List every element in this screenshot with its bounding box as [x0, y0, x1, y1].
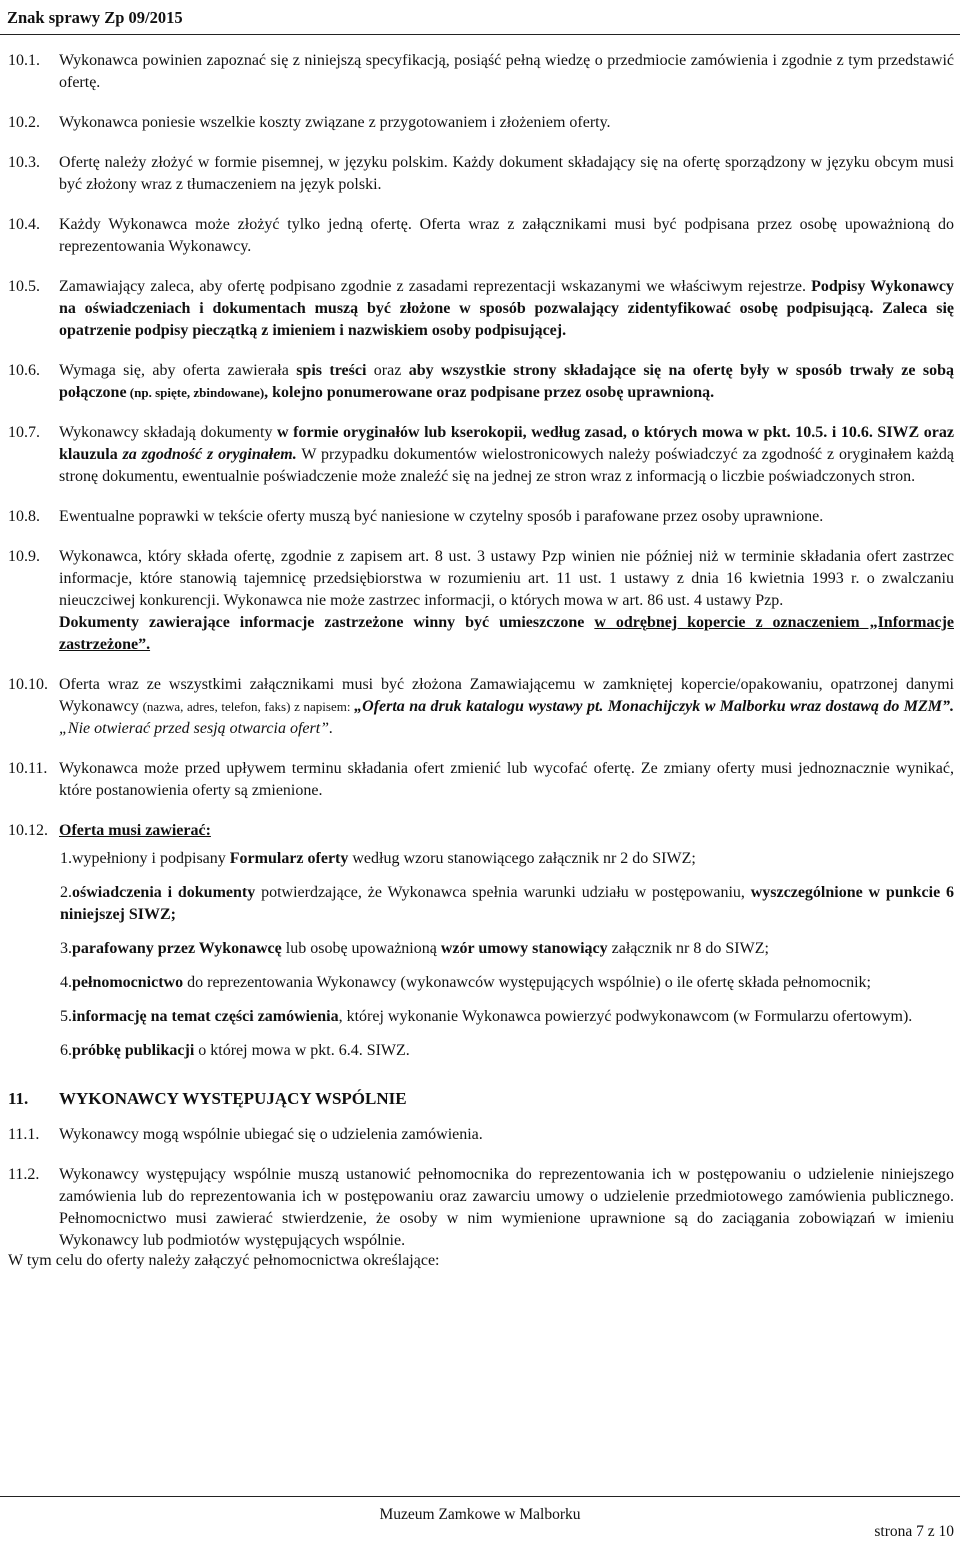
clause-text-bold: spis treści — [296, 362, 367, 379]
offer-contents-list — [8, 848, 954, 1062]
list-text-bold: informację na temat części zamówienia — [72, 1008, 339, 1025]
footer-rule — [0, 1496, 960, 1497]
clause-11-1 — [8, 1124, 954, 1146]
clause-text-part: oraz — [366, 362, 409, 379]
list-number: 2. — [60, 884, 72, 901]
clause-text — [59, 422, 954, 488]
list-item — [60, 848, 954, 870]
list-text-bold: parafowany przez Wykonawcę — [72, 940, 282, 957]
clause-11-2 — [8, 1164, 954, 1252]
clause-10-6 — [8, 360, 954, 404]
section-number: 11. — [8, 1089, 29, 1108]
clause-10-9 — [8, 546, 954, 656]
list-item — [60, 1040, 954, 1062]
list-item — [60, 1006, 954, 1028]
list-text-bold: oświadczenia i dokumenty — [72, 884, 256, 901]
list-item — [60, 938, 954, 960]
list-text-part: lub osobę upoważnioną — [281, 940, 441, 957]
clause-number: 10.7. — [8, 424, 40, 441]
clause-10-1 — [8, 50, 954, 94]
clause-number: 11.1. — [8, 1126, 40, 1143]
clause-number: 10.6. — [8, 362, 40, 379]
clause-text-bold: w formie oryginałów lub kserokopii, według zasad, o których mowa w pkt. 10.5. i 10.6. SIWZ oraz klauzula — [59, 424, 955, 463]
clause-text-bold: , kolejno ponumerowane oraz podpisane przez osobę uprawnioną. — [264, 384, 715, 401]
clause-text-bold: aby wszystkie strony składające się na ofertę były w sposób trwały ze sobą połączone — [59, 362, 954, 401]
clause-text: Każdy Wykonawca może złożyć tylko jedną ofertę. Oferta wraz z załącznikami musi być podpisana przez osobę upoważnioną do reprezentowania Wykonawcy. — [59, 216, 954, 255]
clause-number: 10.3. — [8, 154, 40, 171]
list-text-bold: wyszczególnione w punkcie 6 niniejszej SIWZ; — [60, 884, 954, 923]
clause-text: Wykonawca powinien zapoznać się z niniejszą specyfikacją, posiąść pełną wiedzę o przedmiocie zamówienia i zgodnie z tym przedstawić ofertę. — [59, 52, 954, 91]
list-text-part: potwierdzające, że Wykonawca spełnia warunki udziału w postępowaniu, — [255, 884, 751, 901]
list-text-bold: pełnomocnictwo — [72, 974, 184, 991]
clause-text — [59, 276, 954, 342]
list-number: 1. — [60, 850, 72, 867]
closing-line: W tym celu do oferty należy załączyć pełnomocnictwa określające: — [8, 1252, 440, 1269]
clause-text-part: Wykonawca, który składa ofertę, zgodnie z zapisem art. 8 ust. 3 ustawy Pzp winien nie później niż w terminie składania ofert zastrzec informacje, które stanowią tajemnicę przedsiębiorstwa w rozumieniu art. 11 ust. 1 ustawy z dnia 16 kwietnia 1993 r. o zwalczaniu nieuczciwej konkurencji. Wykonawca nie może zastrzec informacji, o których mowa w art. 86 ust. 4 ustawy Pzp. — [59, 548, 954, 609]
document-body — [8, 50, 954, 1272]
clause-10-11 — [8, 758, 954, 802]
clause-text-part: Wykonawcy składają dokumenty — [59, 424, 278, 441]
clause-number: 10.5. — [8, 278, 40, 295]
case-number: Znak sprawy Zp 09/2015 — [7, 8, 183, 27]
clause-10-5 — [8, 276, 954, 342]
clause-text-part: Wymaga się, aby oferta zawierała — [59, 362, 297, 379]
section-heading-11 — [8, 1088, 954, 1110]
header-rule — [0, 34, 960, 35]
list-number: 6. — [60, 1042, 72, 1059]
clause-text — [59, 674, 954, 740]
clause-text-bold-underline: w odrębnej kopercie z oznaczeniem „Informacje zastrzeżone”. — [59, 614, 954, 653]
clause-text-italic: „Nie otwierać przed sesją otwarcia ofert”. — [59, 720, 334, 737]
clause-number: 10.2. — [8, 114, 40, 131]
clause-number: 11.2. — [8, 1166, 40, 1183]
list-item — [60, 882, 954, 926]
clause-text: Wykonawca może przed upływem terminu składania ofert zmienić lub wycofać ofertę. Ze zmiany oferty musi jednoznacznie wynikać, które postanowienia oferty są zmienione. — [59, 760, 954, 799]
list-text-part: o której mowa w pkt. 6.4. SIWZ. — [194, 1042, 410, 1059]
list-text-part: do reprezentowania Wykonawcy (wykonawców występujących wspólnie) o ile ofertę składa pełnomocnik; — [183, 974, 871, 991]
list-text-bold: Formularz oferty — [229, 850, 349, 867]
clause-text-bold: Podpisy Wykonawcy na oświadczeniach i dokumentach muszą być złożone w sposób pozwalający zidentyfikować osobę podpisującą. Zaleca się opatrzenie podpisy pieczątką z imieniem i nazwiskiem osoby podpisującej. — [59, 278, 954, 339]
clause-text-part: Oferta wraz ze wszystkimi załącznikami musi być złożona Zamawiającemu w zamkniętej kopercie/opakowaniu, opatrzonej danymi Wykonawcy — [59, 676, 954, 715]
clause-text-bold-italic: za zgodność z oryginałem. — [122, 446, 297, 463]
page-header — [0, 8, 960, 38]
list-number: 5. — [60, 1008, 72, 1025]
section-title: WYKONAWCY WYSTĘPUJĄCY WSPÓLNIE — [59, 1089, 407, 1108]
clause-text — [59, 546, 954, 656]
clause-text: Wykonawca poniesie wszelkie koszty związane z przygotowaniem i złożeniem oferty. — [59, 114, 611, 131]
list-text-bold: wzór umowy stanowiący — [440, 940, 608, 957]
clause-10-4 — [8, 214, 954, 258]
clause-10-7 — [8, 422, 954, 488]
page-number: strona 7 z 10 — [874, 1523, 954, 1540]
clause-text: Wykonawcy występujący wspólnie muszą ustanowić pełnomocnika do reprezentowania ich w postępowaniu o udzielenie niniejszego zamówienia lub do reprezentowania ich w postępowaniu oraz zawarciu umowy o udzielenie przedmiotowego zamówienia publicznego. Pełnomocnictwo musi zawierać stwierdzenie, że osoby w nim wymienione uprawnione są do zaciągania zobowiązań w imieniu Wykonawcy lub podmiotów występujących wspólnie. — [59, 1166, 954, 1249]
list-text-bold: próbkę publikacji — [72, 1042, 195, 1059]
list-text-part: załącznik nr 8 do SIWZ; — [607, 940, 769, 957]
clause-10-2 — [8, 112, 954, 134]
clause-number: 10.11. — [8, 760, 48, 777]
clause-text-bold: Dokumenty zawierające informacje zastrzeżone winny być umieszczone — [59, 614, 595, 631]
clause-text-bold-italic: „Oferta na druk katalogu wystawy pt. Monachijczyk w Malborku wraz dostawą do MZM”. — [354, 698, 954, 715]
clause-10-10 — [8, 674, 954, 740]
clause-text: Wykonawcy mogą wspólnie ubiegać się o udzielenia zamówienia. — [59, 1126, 483, 1143]
clause-text-part: Zamawiający zaleca, aby ofertę podpisano zgodnie z zasadami reprezentacji wskazanymi we właściwym rejestrze. — [59, 278, 812, 295]
clause-10-12 — [8, 820, 954, 842]
list-number: 3. — [60, 940, 72, 957]
clause-text-small: (np. spięte, zbindowane) — [126, 385, 265, 400]
list-text-part: wypełniony i podpisany — [72, 850, 230, 867]
clause-number: 10.10. — [8, 676, 48, 693]
list-item — [60, 972, 954, 994]
clause-text-bold-underline: Oferta musi zawierać: — [59, 822, 211, 839]
clause-text — [59, 820, 954, 842]
clause-text — [59, 360, 954, 404]
list-text-part: , której wykonanie Wykonawca powierzyć podwykonawcom (w Formularzu ofertowym). — [338, 1008, 913, 1025]
clause-text-small: (nazwa, adres, telefon, faks) z napisem: — [138, 699, 355, 714]
list-text-part: według wzoru stanowiącego załącznik nr 2 do SIWZ; — [348, 850, 696, 867]
footer-institution: Muzeum Zamkowe w Malborku — [379, 1506, 581, 1523]
list-number: 4. — [60, 974, 72, 991]
clause-10-3 — [8, 152, 954, 196]
clause-number: 10.4. — [8, 216, 40, 233]
clause-number: 10.1. — [8, 52, 40, 69]
clause-text: Ewentualne poprawki w tekście oferty muszą być naniesione w czytelny sposób i parafowane przez osoby uprawnione. — [59, 508, 824, 525]
clause-number: 10.9. — [8, 548, 40, 565]
clause-text: Ofertę należy złożyć w formie pisemnej, w języku polskim. Każdy dokument składający się na ofertę sporządzony w języku obcym musi być złożony wraz z tłumaczeniem na język polski. — [59, 154, 954, 193]
clause-text-part: W przypadku dokumentów wielostronicowych należy poświadczyć za zgodność z oryginałem każdą stronę dokumentu, ewentualnie poświadczenie może znaleźć się na jednej ze stron wraz z informacją o liczbie poświadczonych stron. — [59, 446, 955, 485]
clause-10-8 — [8, 506, 954, 528]
clause-number: 10.8. — [8, 508, 40, 525]
clause-number: 10.12. — [8, 822, 48, 839]
